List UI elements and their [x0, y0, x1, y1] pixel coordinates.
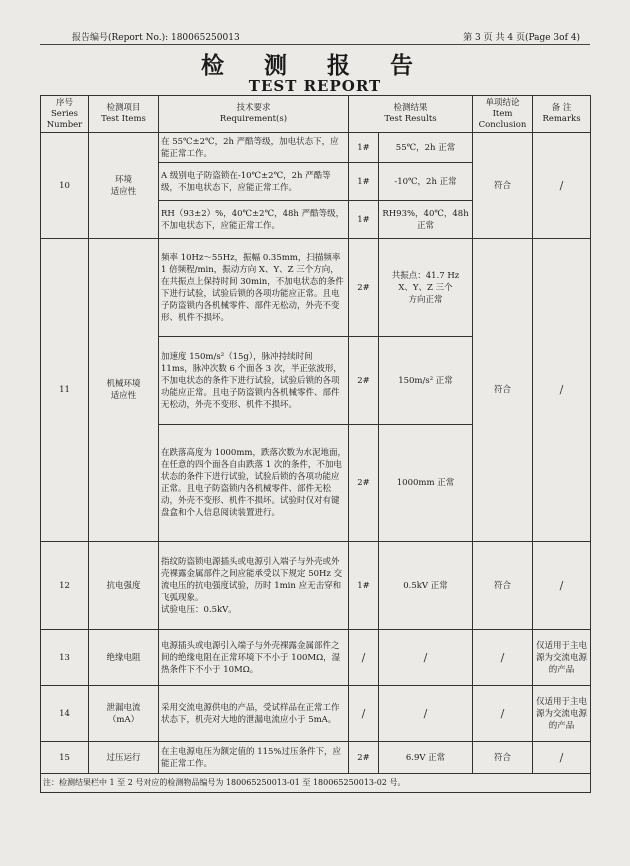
row-number: 12	[41, 542, 89, 630]
test-item: 机械环境 适应性	[89, 239, 159, 542]
remark: /	[533, 239, 591, 542]
sample-number: 1#	[349, 201, 379, 239]
requirement-text: RH（93±2）%，40℃±2℃，48h 严酷等级，不加电状态下，应能正常工作。	[159, 201, 349, 239]
remark: /	[533, 133, 591, 239]
test-result: -10℃，2h 正常	[379, 163, 473, 201]
sample-number: /	[349, 630, 379, 686]
table-row	[41, 133, 591, 163]
test-result: 6.9V 正常	[379, 742, 473, 774]
test-result: 55℃，2h 正常	[379, 133, 473, 163]
col-header-results: 检测结果 Test Results	[349, 96, 473, 133]
requirement-text: 在跌落高度为 1000mm，跌落次数为水泥地面，在任意的四个面各自由跌落 1 次的条件，不加电状态的条件下进行试验，试验后锁的各项功能应正常。且电子防盗锁内各机械零件、部件无松动，外壳不变形、机件不损坏。试验时仅对有键盘盒和个人信息阅读装置进行。	[159, 425, 349, 542]
item-conclusion: 符合	[473, 239, 533, 542]
requirement-text: A 级别电子防盗锁在-10℃±2℃，2h 严酷等级，不加电状态下，应能正常工作。	[159, 163, 349, 201]
row-number: 10	[41, 133, 89, 239]
test-item: 环境 适应性	[89, 133, 159, 239]
table-row	[41, 742, 591, 774]
header-divider	[40, 44, 590, 45]
row-number: 11	[41, 239, 89, 542]
requirement-text: 电源插头或电源引入端子与外壳裸露金属部件之间的绝缘电阻在正常环境下不小于 100MΩ，湿热条件下不小于 10MΩ。	[159, 630, 349, 686]
sample-number: 2#	[349, 742, 379, 774]
requirement-text: 指纹防盗锁电源插头或电源引入端子与外壳或外壳裸露金属部件之间应能承受以下规定 50Hz 交流电压的抗电强度试验，历时 1min 应无击穿和飞弧现象。 试验电压：0.5kV。	[159, 542, 349, 630]
test-result: 1000mm 正常	[379, 425, 473, 542]
test-results-table	[40, 95, 591, 793]
requirement-text: 在 55℃±2℃，2h 严酷等级，加电状态下，应能正常工作。	[159, 133, 349, 163]
requirement-text: 加速度 150m/s²（15g），脉冲持续时间 11ms，脉冲次数 6 个面各 3 次，半正弦波形，不加电状态的条件下进行试验，试验后锁的各项功能应正常。且电子防盗锁内各机械零件、部件无松动，外壳不变形、机件不损坏。	[159, 337, 349, 425]
requirement-text: 采用交流电源供电的产品，受试样品在正常工作状态下，机壳对大地的泄漏电流应小于 5mA。	[159, 686, 349, 742]
test-item: 泄漏电流 （mA）	[89, 686, 159, 742]
page-number: 第 3 页 共 4 页(Page 3of 4)	[463, 33, 580, 43]
test-item: 过压运行	[89, 742, 159, 774]
item-conclusion: 符合	[473, 133, 533, 239]
table-note-row	[41, 774, 591, 793]
row-number: 13	[41, 630, 89, 686]
table-header-row	[41, 96, 591, 133]
test-item: 绝缘电阻	[89, 630, 159, 686]
item-conclusion: /	[473, 630, 533, 686]
table-row	[41, 239, 591, 337]
sample-number: /	[349, 686, 379, 742]
table-row	[41, 542, 591, 630]
col-header-items: 检测项目 Test Items	[89, 96, 159, 133]
test-result: 共振点：41.7 Hz X、Y、Z 三个 方向正常	[379, 239, 473, 337]
sample-number: 1#	[349, 542, 379, 630]
page-header	[0, 30, 630, 44]
test-result: RH93%，40℃，48h 正常	[379, 201, 473, 239]
remark: 仅适用于主电源为交流电源的产品	[533, 630, 591, 686]
col-header-remarks: 备 注 Remarks	[533, 96, 591, 133]
sample-number: 1#	[349, 133, 379, 163]
report-number: 报告编号(Report No.): 180065250013	[72, 33, 240, 43]
test-result: 0.5kV 正常	[379, 542, 473, 630]
col-header-seq: 序号 Series Number	[41, 96, 89, 133]
sample-number: 2#	[349, 239, 379, 337]
test-item: 抗电强度	[89, 542, 159, 630]
item-conclusion: 符合	[473, 742, 533, 774]
remark: /	[533, 542, 591, 630]
row-number: 14	[41, 686, 89, 742]
sample-number: 1#	[349, 163, 379, 201]
test-result: 150m/s² 正常	[379, 337, 473, 425]
sample-number: 2#	[349, 337, 379, 425]
test-result: /	[379, 630, 473, 686]
sample-number: 2#	[349, 425, 379, 542]
col-header-requirements: 技术要求 Requirement(s)	[159, 96, 349, 133]
report-title-cn: 检 测 报 告	[200, 52, 430, 79]
report-title-en: TEST REPORT	[248, 77, 382, 95]
row-number: 15	[41, 742, 89, 774]
requirement-text: 在主电源电压为额定值的 115%过压条件下，应能正常工作。	[159, 742, 349, 774]
requirement-text: 频率 10Hz～55Hz，振幅 0.35mm，扫描频率 1 倍频程/min，振动方向 X、Y、Z 三个方向，在共振点上保持时间 30min，不加电状态的条件下进行试验，试验后锁的各项功能应正常。且电子防盗锁内各机械零件、部件无松动，外壳不变形、机件不损坏。	[159, 239, 349, 337]
table-note: 注：检测结果栏中 1 至 2 号对应的检测物品编号为 180065250013-01 至 180065250013-02 号。	[41, 774, 591, 793]
remark: 仅适用于主电源为交流电源的产品	[533, 686, 591, 742]
table-row	[41, 630, 591, 686]
item-conclusion: 符合	[473, 542, 533, 630]
table-row	[41, 686, 591, 742]
test-result: /	[379, 686, 473, 742]
col-header-conclusion: 单项结论 Item Conclusion	[473, 96, 533, 133]
remark: /	[533, 742, 591, 774]
item-conclusion: /	[473, 686, 533, 742]
